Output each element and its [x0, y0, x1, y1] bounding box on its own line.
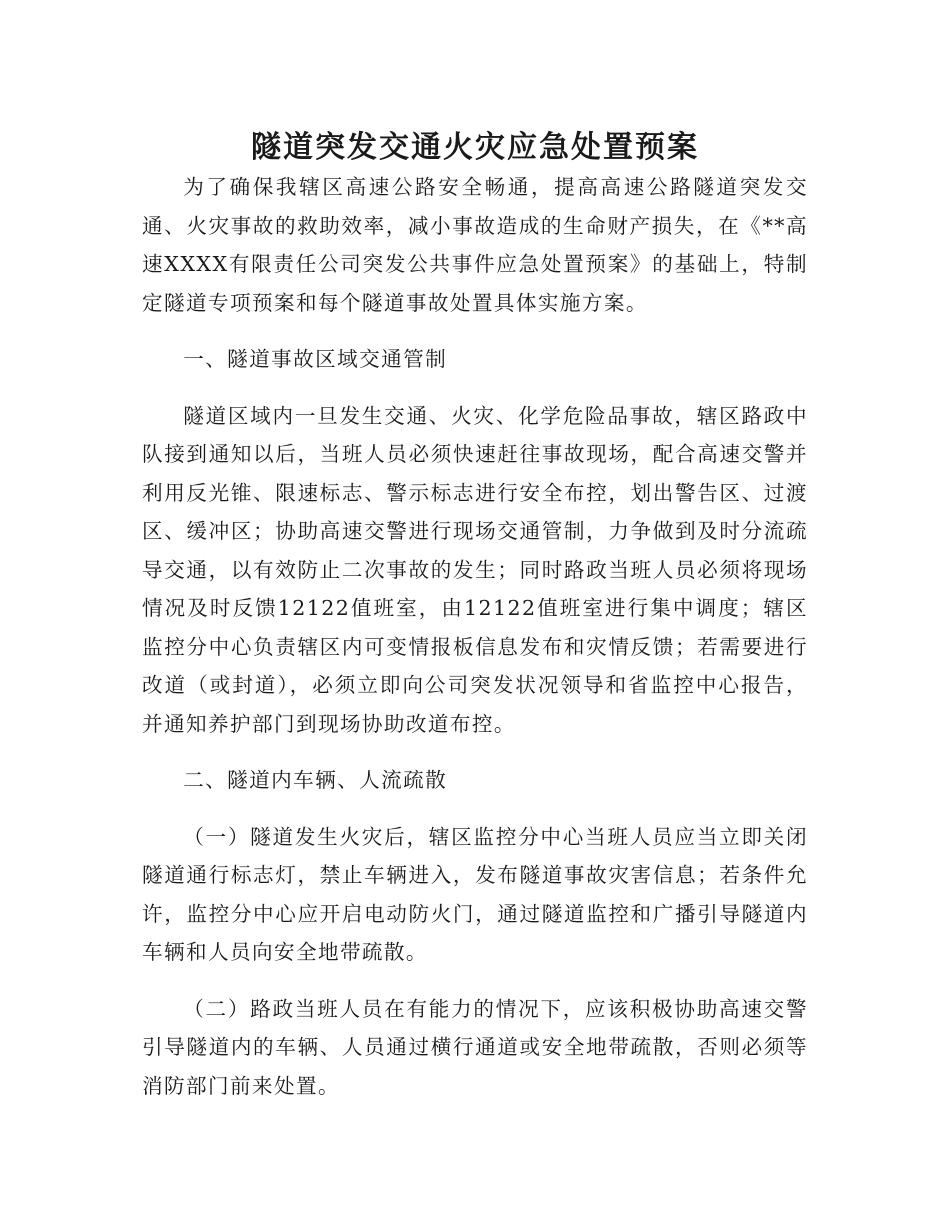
section-heading-evacuation: 二、隧道内车辆、人流疏散 — [183, 768, 448, 792]
document-body — [142, 168, 808, 1123]
document-title: 隧道突发交通火灾应急处置预案 — [251, 130, 699, 166]
evacuation-paragraph-1: （一）隧道发生火灾后，辖区监控分中心当班人员应当立即关闭隧道通行标志灯，禁止车辆进入，发布隧道事故灾害信息；若条件允许，监控分中心应开启电动防火门，通过隧道监控和广播引导隧道内车辆和人员向安全地带疏散。 — [142, 824, 808, 964]
intro-paragraph: 为了确保我辖区高速公路安全畅通，提高高速公路隧道突发交通、火灾事故的救助效率，减小事故造成的生命财产损失，在《**高速XXXX有限责任公司突发公共事件应急处置预案》的基础上，特制定隧道专项预案和每个隧道事故处置具体实施方案。 — [142, 175, 808, 315]
section-heading-traffic-control: 一、隧道事故区域交通管制 — [183, 347, 448, 371]
traffic-control-paragraph: 隧道区域内一旦发生交通、火灾、化学危险品事故，辖区路政中队接到通知以后，当班人员必须快速赶往事故现场，配合高速交警并利用反光锥、限速标志、警示标志进行安全布控，划出警告区、过渡区、缓冲区；协助高速交警进行现场交通管制，力争做到及时分流疏导交通，以有效防止二次事故的发生；同时路政当班人员必须将现场情况及时反馈12122值班室，由12122值班室进行集中调度；辖区监控分中心负责辖区内可变情报板信息发布和灾情反馈；若需要进行改道（或封道），必须立即向公司突发状况领导和省监控中心报告，并通知养护部门到现场协助改道布控。 — [142, 403, 808, 736]
evacuation-paragraph-2: （二）路政当班人员在有能力的情况下，应该积极协助高速交警引导隧道内的车辆、人员通过横行通道或安全地带疏散，否则必须等消防部门前来处置。 — [142, 996, 808, 1098]
